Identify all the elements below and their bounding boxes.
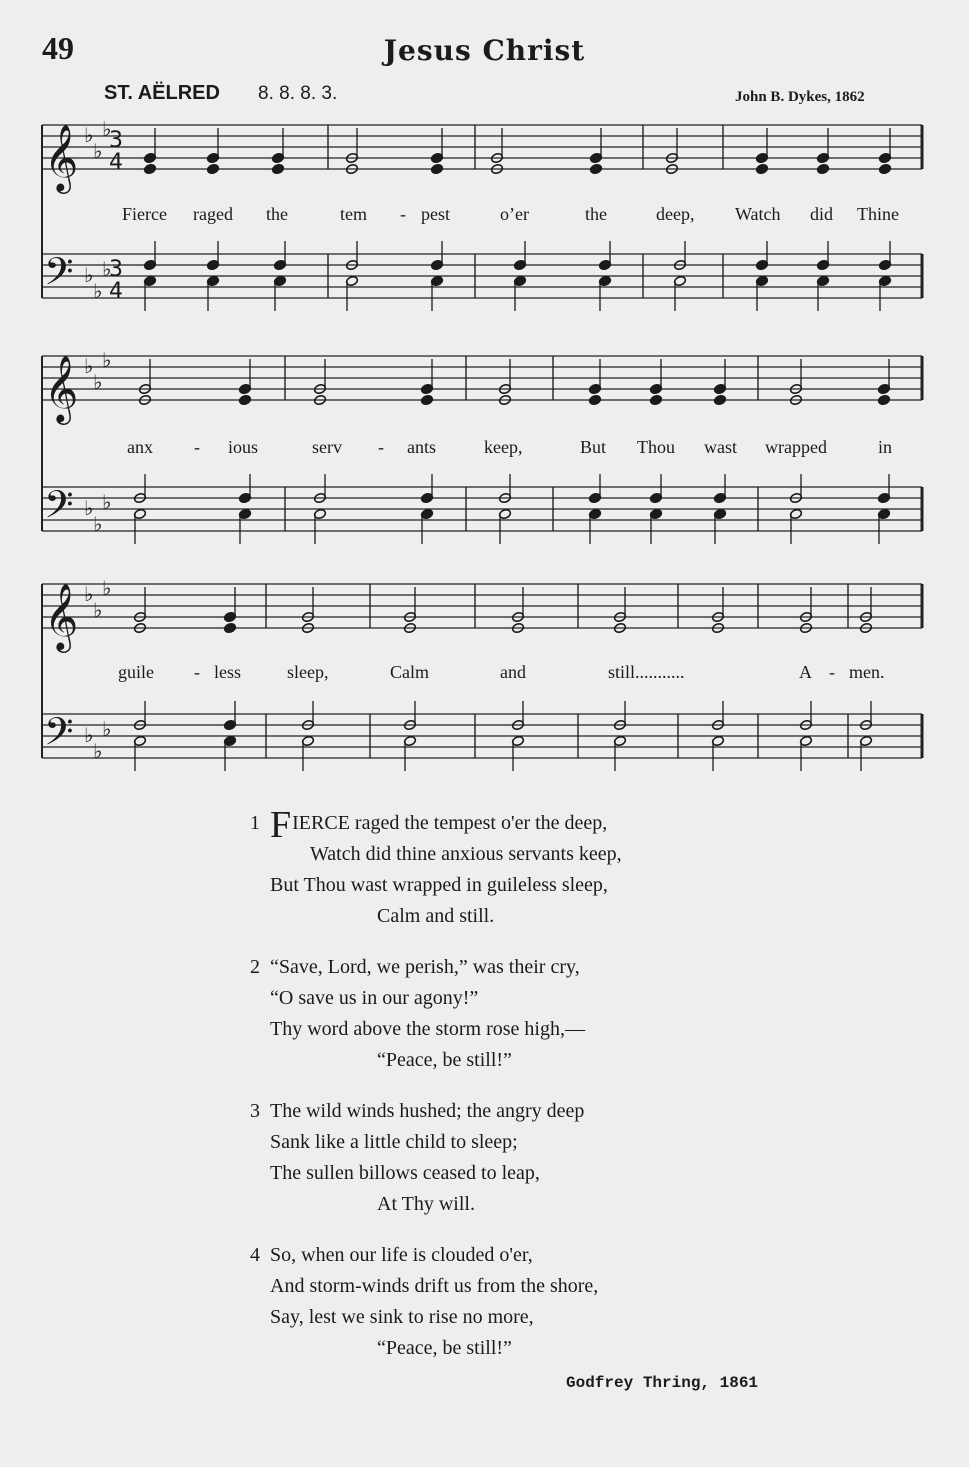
- note-head: [589, 163, 602, 174]
- verse-line: The sullen billows ceased to leap,: [270, 1162, 540, 1184]
- lyric-syllable: ious: [228, 437, 259, 457]
- note-head: [271, 163, 284, 174]
- lyric-syllable: and: [500, 662, 526, 682]
- lyric-syllable: -: [194, 662, 200, 682]
- flat-icon: ♭: [84, 496, 94, 520]
- lyric-syllable: sleep,: [287, 662, 329, 682]
- lyric-syllable: wrapped: [765, 437, 827, 457]
- flat-icon: ♭: [102, 717, 112, 741]
- verse-number: 4: [250, 1244, 260, 1266]
- flat-icon: ♭: [93, 279, 103, 303]
- composer: John B. Dykes, 1862: [735, 89, 865, 105]
- lyric-syllable: the: [266, 204, 288, 224]
- flat-icon: ♭: [84, 582, 94, 606]
- flat-icon: ♭: [102, 348, 112, 372]
- lyric-syllable: anx: [127, 437, 153, 457]
- lyric-syllable: raged: [193, 204, 233, 224]
- bass-clef-icon: 𝄢: [44, 482, 74, 536]
- note-head: [238, 394, 251, 405]
- treble-clef-icon: 𝄞: [44, 354, 79, 422]
- lyric-syllable: men.: [849, 662, 885, 682]
- verse-line: Thy word above the storm rose high,—: [270, 1018, 585, 1040]
- lyric-syllable: the: [585, 204, 607, 224]
- flat-icon: ♭: [84, 123, 94, 147]
- verse-line: “O save us in our agony!”: [270, 987, 479, 1009]
- lyric-syllable: less: [214, 662, 241, 682]
- note-head: [877, 394, 890, 405]
- lyric-syllable: But: [580, 437, 607, 457]
- lyric-syllable: Thou: [637, 437, 675, 457]
- note-head: [816, 163, 829, 174]
- flat-icon: ♭: [93, 139, 103, 163]
- lyric-syllable: Watch: [735, 204, 781, 224]
- treble-clef-icon: 𝄞: [44, 123, 79, 191]
- flat-icon: ♭: [102, 117, 112, 141]
- flat-icon: ♭: [102, 490, 112, 514]
- verse-line: The wild winds hushed; the angry deep: [270, 1100, 585, 1122]
- verse-line: Say, lest we sink to rise no more,: [270, 1306, 534, 1328]
- treble-clef-icon: 𝄞: [44, 582, 79, 650]
- tune-name: ST. AËLRED: [104, 82, 220, 104]
- lyric-syllable: -: [400, 204, 406, 224]
- verse-line: Watch did thine anxious servants keep,: [310, 843, 622, 865]
- note-head: [649, 394, 662, 405]
- verse-line: “Peace, be still!”: [377, 1049, 512, 1071]
- bass-clef-icon: 𝄢: [44, 709, 74, 763]
- note-head: [206, 163, 219, 174]
- lyric-syllable: keep,: [484, 437, 523, 457]
- lyric-syllable: still...........: [608, 662, 685, 682]
- lyric-syllable: pest: [421, 204, 450, 224]
- verse-4: [250, 1240, 810, 1364]
- note-head: [420, 394, 433, 405]
- page-number: 49: [42, 30, 74, 66]
- verse-line: Calm and still.: [377, 905, 495, 927]
- flat-icon: ♭: [93, 512, 103, 536]
- lyric-syllable: did: [810, 204, 834, 224]
- verse-number: 3: [250, 1100, 260, 1122]
- flat-icon: ♭: [102, 576, 112, 600]
- lyric-syllable: Thine: [857, 204, 899, 224]
- lyric-syllable: -: [194, 437, 200, 457]
- lyric-syllable: -: [378, 437, 384, 457]
- lyric-syllable: Fierce: [122, 204, 167, 224]
- verse-3: [250, 1096, 810, 1220]
- note-head: [588, 394, 601, 405]
- note-head: [143, 163, 156, 174]
- note-head: [713, 394, 726, 405]
- time-signature-bottom: 4: [109, 150, 123, 175]
- lyric-syllable: in: [878, 437, 893, 457]
- verse-number: 1: [250, 812, 260, 834]
- flat-icon: ♭: [102, 257, 112, 281]
- tune-meter: 8. 8. 8. 3.: [258, 83, 338, 104]
- flat-icon: ♭: [84, 723, 94, 747]
- verse-line: But Thou wast wrapped in guileless sleep,: [270, 874, 608, 896]
- lyric-syllable: serv: [312, 437, 342, 457]
- verse-line: “Peace, be still!”: [377, 1337, 512, 1359]
- drop-cap: F: [270, 804, 292, 846]
- lyric-syllable: guile: [118, 662, 154, 682]
- lyric-syllable: deep,: [656, 204, 695, 224]
- lyric-syllable: -: [829, 662, 835, 682]
- verse-number: 2: [250, 956, 260, 978]
- verses: [250, 804, 810, 1384]
- lyric-syllable: wast: [704, 437, 737, 457]
- lyric-syllable: ants: [407, 437, 436, 457]
- verse-line: Sank like a little child to sleep;: [270, 1131, 518, 1153]
- verse-line: And storm-winds drift us from the shore,: [270, 1275, 599, 1297]
- lyric-syllable: A: [799, 662, 812, 682]
- flat-icon: ♭: [84, 354, 94, 378]
- verse-line: At Thy will.: [377, 1193, 475, 1215]
- flat-icon: ♭: [93, 739, 103, 763]
- hymn-author: Godfrey Thring, 1861: [566, 1374, 759, 1392]
- time-signature-top: 3: [109, 128, 123, 153]
- note-head: [430, 163, 443, 174]
- lyric-syllable: Calm: [390, 662, 429, 682]
- verse-2: [250, 952, 810, 1076]
- note-head: [755, 163, 768, 174]
- verse-line: FIERCE raged the tempest o'er the deep,: [270, 804, 608, 846]
- flat-icon: ♭: [84, 263, 94, 287]
- page-title: Jesus Christ: [383, 34, 586, 67]
- verse-line: “Save, Lord, we perish,” was their cry,: [270, 956, 580, 978]
- time-signature-top: 3: [109, 257, 123, 282]
- flat-icon: ♭: [93, 370, 103, 394]
- verse-1: [250, 804, 810, 932]
- time-signature-bottom: 4: [109, 279, 123, 304]
- flat-icon: ♭: [93, 598, 103, 622]
- lyric-syllable: tem: [340, 204, 367, 224]
- verse-line: So, when our life is clouded o'er,: [270, 1244, 533, 1266]
- lyric-syllable: o’er: [500, 204, 529, 224]
- note-head: [223, 622, 236, 633]
- note-head: [878, 163, 891, 174]
- bass-clef-icon: 𝄢: [44, 249, 74, 303]
